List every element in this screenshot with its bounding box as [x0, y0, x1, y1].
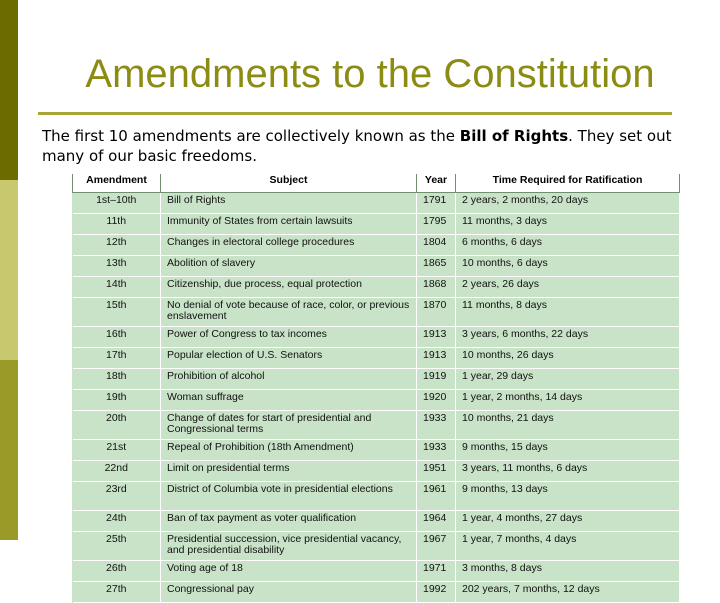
cell-time: 9 months, 13 days [456, 482, 680, 511]
bill-of-rights-term: Bill of Rights [459, 127, 569, 145]
intro-text [42, 126, 702, 166]
cell-time: 10 months, 6 days [456, 256, 680, 277]
intro-text-start: The first 10 amendments are collectively known as the [42, 127, 460, 145]
cell-subject: Ban of tax payment as voter qualification [161, 511, 417, 532]
cell-subject: Citizenship, due process, equal protection [161, 277, 417, 298]
cell-year: 1913 [417, 348, 456, 369]
table-row [73, 256, 680, 277]
table-row [73, 440, 680, 461]
cell-subject: Bill of Rights [161, 193, 417, 214]
cell-time: 3 months, 8 days [456, 561, 680, 582]
cell-time: 1 year, 4 months, 27 days [456, 511, 680, 532]
cell-time: 3 years, 11 months, 6 days [456, 461, 680, 482]
cell-time: 6 months, 6 days [456, 235, 680, 256]
cell-year: 1933 [417, 440, 456, 461]
cell-time: 1 year, 2 months, 14 days [456, 390, 680, 411]
cell-amendment: 20th [73, 411, 161, 440]
cell-year: 1964 [417, 511, 456, 532]
cell-subject: Congressional pay [161, 582, 417, 603]
table-row [73, 561, 680, 582]
cell-year: 1961 [417, 482, 456, 511]
cell-time: 9 months, 15 days [456, 440, 680, 461]
cell-time: 11 months, 8 days [456, 298, 680, 327]
table-row [73, 532, 680, 561]
cell-amendment: 23rd [73, 482, 161, 511]
header-subject: Subject [161, 174, 417, 193]
cell-time: 11 months, 3 days [456, 214, 680, 235]
cell-subject: Limit on presidential terms [161, 461, 417, 482]
table-row [73, 277, 680, 298]
cell-subject: Voting age of 18 [161, 561, 417, 582]
cell-time: 10 months, 26 days [456, 348, 680, 369]
table-row [73, 369, 680, 390]
cell-subject: Abolition of slavery [161, 256, 417, 277]
cell-year: 1920 [417, 390, 456, 411]
cell-subject: Presidential succession, vice presidential vacancy, and presidential disability [161, 532, 417, 561]
header-amendment: Amendment [73, 174, 161, 193]
cell-time: 2 years, 2 months, 20 days [456, 193, 680, 214]
cell-amendment: 16th [73, 327, 161, 348]
cell-amendment: 1st–10th [73, 193, 161, 214]
table-row [73, 461, 680, 482]
table-row [73, 327, 680, 348]
cell-subject: Popular election of U.S. Senators [161, 348, 417, 369]
table-header-row [73, 174, 680, 193]
cell-amendment: 17th [73, 348, 161, 369]
sidebar-band-top [0, 0, 18, 180]
cell-year: 1870 [417, 298, 456, 327]
cell-amendment: 13th [73, 256, 161, 277]
cell-subject: Changes in electoral college procedures [161, 235, 417, 256]
cell-year: 1791 [417, 193, 456, 214]
cell-year: 1967 [417, 532, 456, 561]
table-row [73, 298, 680, 327]
intro-text-end: . They set out many of our basic freedoms. [42, 127, 672, 165]
cell-year: 1865 [417, 256, 456, 277]
title-underline [38, 112, 672, 115]
cell-subject: Power of Congress to tax incomes [161, 327, 417, 348]
cell-time: 1 year, 29 days [456, 369, 680, 390]
cell-amendment: 24th [73, 511, 161, 532]
cell-year: 1868 [417, 277, 456, 298]
sidebar-band-middle [0, 180, 18, 360]
table-row [73, 214, 680, 235]
cell-subject: Prohibition of alcohol [161, 369, 417, 390]
table-row [73, 193, 680, 214]
cell-subject: District of Columbia vote in presidential elections [161, 482, 417, 511]
cell-year: 1804 [417, 235, 456, 256]
amendments-table-container [72, 174, 679, 595]
cell-amendment: 25th [73, 532, 161, 561]
cell-amendment: 21st [73, 440, 161, 461]
cell-subject: Woman suffrage [161, 390, 417, 411]
cell-year: 1933 [417, 411, 456, 440]
cell-amendment: 19th [73, 390, 161, 411]
sidebar-band-bottom [0, 360, 18, 540]
cell-subject: No denial of vote because of race, color, or previous enslavement [161, 298, 417, 327]
cell-amendment: 27th [73, 582, 161, 603]
cell-year: 1913 [417, 327, 456, 348]
cell-year: 1971 [417, 561, 456, 582]
table-row [73, 390, 680, 411]
cell-year: 1919 [417, 369, 456, 390]
cell-subject: Repeal of Prohibition (18th Amendment) [161, 440, 417, 461]
table-row [73, 511, 680, 532]
cell-amendment: 15th [73, 298, 161, 327]
cell-year: 1992 [417, 582, 456, 603]
table-row [73, 235, 680, 256]
table-row [73, 582, 680, 603]
header-year: Year [417, 174, 456, 193]
cell-amendment: 11th [73, 214, 161, 235]
cell-subject: Change of dates for start of presidential and Congressional terms [161, 411, 417, 440]
table-row [73, 482, 680, 511]
cell-subject: Immunity of States from certain lawsuits [161, 214, 417, 235]
table-row [73, 411, 680, 440]
amendments-table [72, 174, 680, 603]
table-row [73, 348, 680, 369]
cell-amendment: 14th [73, 277, 161, 298]
cell-time: 3 years, 6 months, 22 days [456, 327, 680, 348]
header-time: Time Required for Ratification [456, 174, 680, 193]
cell-year: 1795 [417, 214, 456, 235]
cell-amendment: 22nd [73, 461, 161, 482]
cell-amendment: 26th [73, 561, 161, 582]
cell-amendment: 18th [73, 369, 161, 390]
cell-time: 10 months, 21 days [456, 411, 680, 440]
slide-title: Amendments to the Constitution [85, 52, 655, 96]
cell-time: 202 years, 7 months, 12 days [456, 582, 680, 603]
cell-amendment: 12th [73, 235, 161, 256]
cell-time: 1 year, 7 months, 4 days [456, 532, 680, 561]
cell-time: 2 years, 26 days [456, 277, 680, 298]
cell-year: 1951 [417, 461, 456, 482]
